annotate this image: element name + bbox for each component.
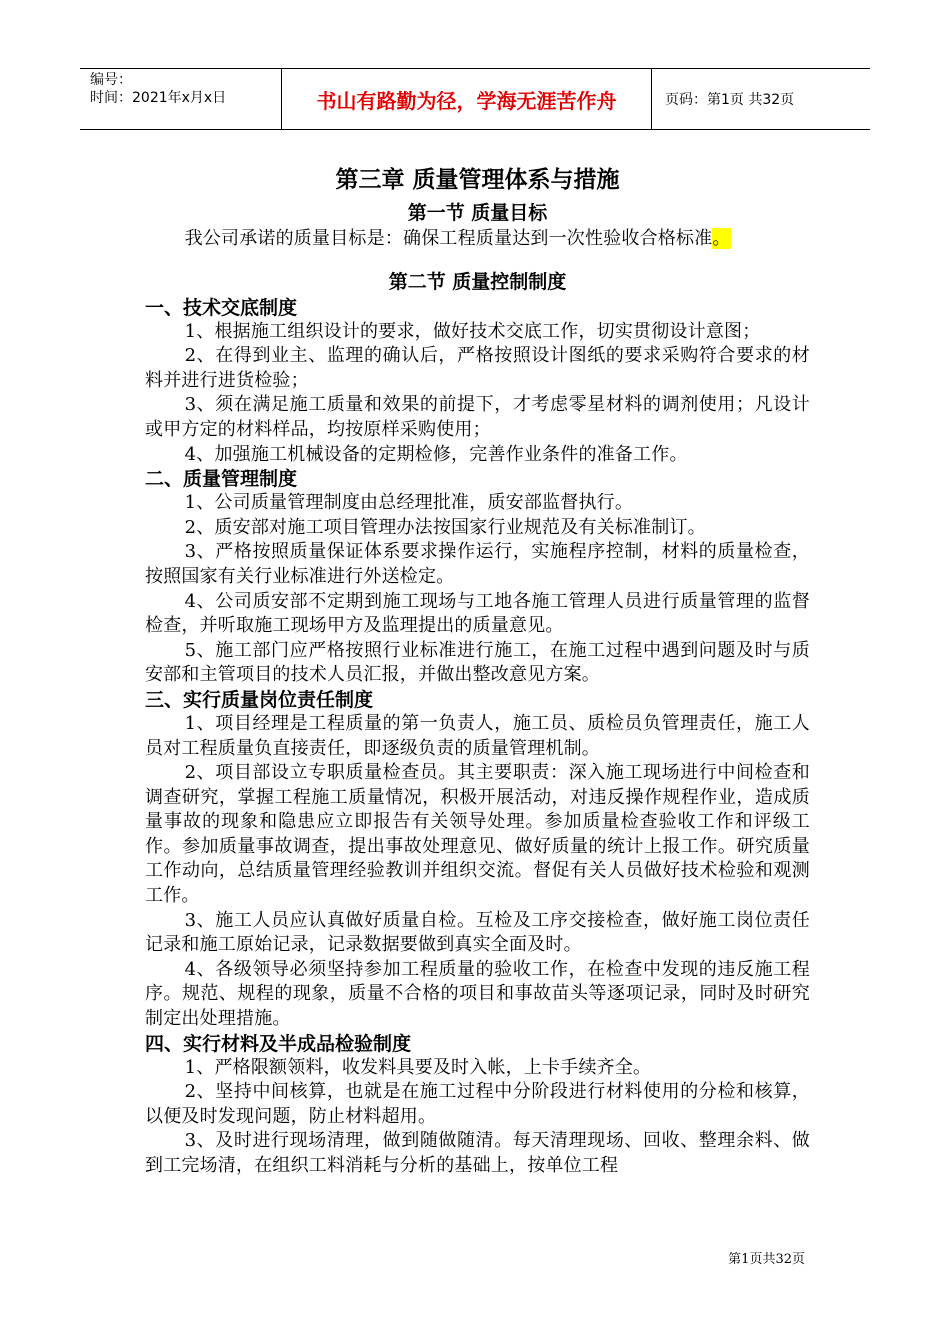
paragraph: 2、项目部设立专职质量检查员。其主要职责：深入施工现场进行中间检查和调查研究，掌握工程施工质量情况，积极开展活动，对违反操作规程作业，造成质量事故的现象和隐患应立即报告有关领导处理。参加质量检查验收工作和评级工作。参加质量事故调查，提出事故处理意见、做好质量的统计上报工作。研究质量工作动向，总结质量管理经验教训并组织交流。督促有关人员做好技术检验和观测工作。 [145, 762, 810, 907]
paragraph: 4、各级领导必须坚持参加工程质量的验收工作，在检查中发现的违反施工程序。规范、规程的现象，质量不合格的项目和事故苗头等逐项记录，同时及时研究制定出处理措施。 [145, 958, 810, 1030]
code-label: 编号： [90, 72, 132, 88]
page-label: 页码：第1页 共32页 [665, 92, 795, 108]
quality-goal-text: 我公司承诺的质量目标是：确保工程质量达到一次性验收合格标准 [184, 228, 713, 249]
chapter-title: 第三章 质量管理体系与措施 [335, 167, 620, 193]
time-label: 时间：2021年x月x日 [90, 90, 227, 106]
page-footer: 第1页共32页 [728, 1252, 805, 1267]
paragraph: 3、施工人员应认真做好质量自检。互检及工序交接检查，做好施工岗位责任记录和施工原始记录，记录数据要做到真实全面及时。 [145, 909, 810, 956]
document-body [145, 163, 810, 1179]
section-title-2: 第二节 质量控制制度 [388, 270, 567, 293]
heading-tech-disclosure: 一、技术交底制度 [145, 296, 298, 319]
header-meta [90, 71, 280, 107]
paragraph: 2、坚持中间核算，也就是在施工过程中分阶段进行材料使用的分检和核算，以便及时发现问题，防止材料超用。 [145, 1081, 810, 1127]
page-header [80, 68, 870, 130]
heading-material-inspection: 四、实行材料及半成品检验制度 [145, 1032, 412, 1055]
paragraph: 3、须在满足施工质量和效果的前提下，才考虑零星材料的调剂使用；凡设计或甲方定的材料样品，均按原样采购使用； [145, 394, 810, 440]
paragraph: 1、严格限额领料，收发料具要及时入帐，上卡手续齐全。 [184, 1056, 652, 1078]
paragraph: 1、项目经理是工程质量的第一负责人，施工员、质检员负管理责任，施工人员对工程质量负直接责任，即逐级负责的质量管理机制。 [145, 712, 810, 759]
paragraph: 5、施工部门应严格按照行业标准进行施工，在施工过程中遇到问题及时与质安部和主管项目的技术人员汇报，并做出整改意见方案。 [145, 639, 810, 686]
paragraph: 3、及时进行现场清理，做到随做随清。每天清理现场、回收、整理余料、做到工完场清，在组织工料消耗与分析的基础上，按单位工程 [145, 1130, 810, 1176]
paragraph: 4、公司质安部不定期到施工现场与工地各施工管理人员进行质量管理的监督检查，并听取施工现场甲方及监理提出的质量意见。 [145, 590, 810, 637]
paragraph: 1、公司质量管理制度由总经理批准，质安部监督执行。 [184, 492, 634, 514]
heading-quality-management: 二、质量管理制度 [145, 468, 298, 491]
highlighted-period: 。 [712, 228, 731, 249]
heading-responsibility: 三、实行质量岗位责任制度 [145, 688, 374, 711]
paragraph: 3、严格按照质量保证体系要求操作运行，实施程序控制，材料的质量检查，按照国家有关行业标准进行外送检定。 [145, 541, 810, 587]
paragraph: 1、根据施工组织设计的要求，做好技术交底工作，切实贯彻设计意图； [184, 320, 761, 342]
paragraph: 2、质安部对施工项目管理办法按国家行业规范及有关标准制订。 [184, 516, 706, 538]
quality-goal-paragraph [145, 227, 810, 252]
motto: 书山有路勤为径，学海无涯苦作舟 [281, 69, 652, 129]
paragraph: 2、在得到业主、监理的确认后，严格按照设计图纸的要求采购符合要求的材料并进行进货检验； [145, 345, 810, 391]
section-title-1: 第一节 质量目标 [407, 202, 548, 224]
paragraph: 4、加强施工机械设备的定期检修，完善作业条件的准备工作。 [184, 443, 688, 465]
